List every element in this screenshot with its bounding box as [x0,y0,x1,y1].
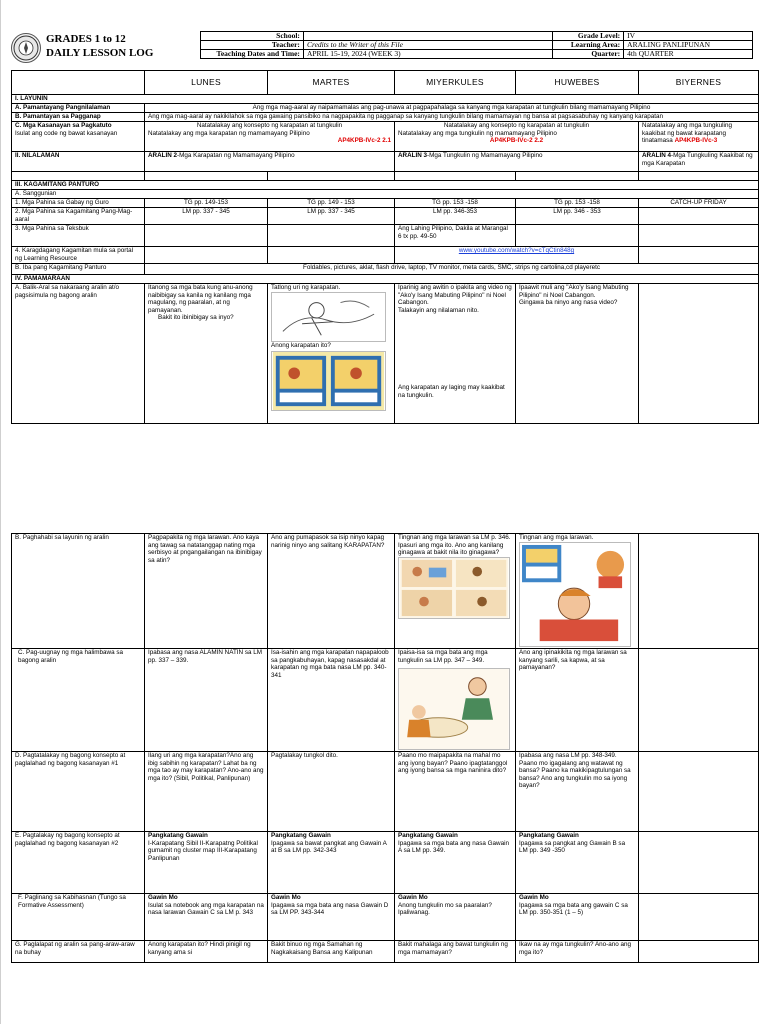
pagtalakay2-2: Ipagawa sa bawat pangkat ang Gawain A at B sa LM pp. 342-343 [271,839,387,855]
teksbuk-label: 3. Mga Pahina sa Teksbuk [12,225,145,247]
pangkatang-gawain-heading: Pangkatang Gawain [148,832,208,839]
learning-area-value: ARALING PANLIPUNAN [624,41,753,50]
lm-huwebes: LM pp. 346 - 353 [516,208,639,225]
teksbuk-biyernes [639,225,759,247]
kasanayan-2-code: AP4KPB-IVc-2 2.2 [489,137,544,145]
lm-lunes: LM pp. 337 - 345 [145,208,268,225]
day-header-miyerkules: MIYERKULES [395,71,516,95]
paglalapat-label: G. Paglalapat ng aralin sa pang-araw-araw na buhay [12,941,145,963]
balik-2: Tatlong uri ng karapatan. [271,284,341,291]
paglalapat-biyernes [639,941,759,963]
title-line-1: GRADES 1 to 12 [46,33,126,45]
aralin-3-bold: ARALIN 3 [398,152,428,159]
family-dinner-illustration [398,668,510,750]
pagtalakay1-miyerkules: Paano mo maipapakita na mahal mo ang iyong bayan? Paano ipagtatanggol ang iyong bansa sa mga naninira dito? [395,752,516,832]
pag-uugnay-3: Ipaisa-isa sa mga bata ang mga tungkulin sa LM pp. 347 – 349. [398,649,488,664]
pagtalakay1-biyernes [639,752,759,832]
pagtalakay1-lunes: Ilang uri ang mga karapatan?Ano ang ibig sabihin ng karapatan? Lahat ba ng mga tao ay may karapatan? Ano-ano ang mga ito? (Sibil, Politikal, Panlipunan) [145,752,268,832]
day-header-biyernes: BIYERNES [639,71,759,95]
paglinang-3: Anong tungkulin mo sa paaralan? Ipaliwanag. [398,901,492,917]
paglalapat-martes: Bakit binuo ng mga Samahan ng Nagkakaisang Bansa ang Kalipunan [268,941,395,963]
pag-uugnay-miyerkules [395,649,516,752]
teacher-label: Teacher: [201,41,304,50]
grade-level-label: Grade Level: [553,32,624,41]
pagtalakay2-biyernes [639,832,759,894]
paglinang-martes [268,894,395,941]
kasanayan-lunes-martes [145,122,395,152]
pangkatang-gawain-heading: Pangkatang Gawain [271,832,331,839]
gawin-mo-heading: Gawin Mo [271,894,301,901]
pagtalakay1-martes: Pagtalakay tungkol dito. [268,752,395,832]
paglinang-lunes [145,894,268,941]
paglalapat-miyerkules: Bakit mahalaga ang bawat tungkulin ng mga mamamayan? [395,941,516,963]
balik-miyerkules [395,284,516,424]
pagtalakay2-label: E. Pagtalakay ng bagong konsepto at paglalahad ng bagong kasanayan #2 [12,832,145,894]
pangkatang-gawain-heading: Pangkatang Gawain [519,832,579,839]
teksbuk-huwebes [516,225,639,247]
paghahabi-miyerkules [395,534,516,649]
school-value [303,32,552,41]
paghahabi-lunes: Pagpapakita ng mga larawan. Ano kaya ang tawag sa natatanggap nating mga serbisyo at pngangailangan na ibinibigay sa atin? [145,534,268,649]
spacer-cell [12,172,145,181]
gabay-miyerkules: TG pp. 153 -158 [395,199,516,208]
spacer-cell [395,172,516,181]
paglinang-1: Isulat sa notebook ang mga karapatan na nasa larawan Gawain C sa LM p. 343 [148,901,264,917]
kasanayan-label: C. Mga Kasanayan sa Pagkatuto [15,122,112,129]
paglinang-label: F. Paglinang sa Kabihasnan (Tungo sa Formative Assessment) [12,894,145,941]
day-header-lunes: LUNES [145,71,268,95]
balik-2b: Anong karapatan ito? [271,341,331,349]
balik-3: Iparinig ang awitin o ipakita ang video ng "Ako'y Isang Mabuting Pilipino" ni Noel Cabangon. [398,284,512,307]
nilalaman-aralin-4 [639,152,759,172]
kasanayan-miyerkules-huwebes [395,122,639,152]
paghahabi-huwebes [516,534,639,649]
pangkatang-gawain-heading: Pangkatang Gawain [398,832,458,839]
lm-miyerkules: LM pp. 346-353 [395,208,516,225]
layunin-heading: I. LAYUNIN [12,95,759,104]
karapatan-posters-illustration [271,351,386,411]
gabay-label: 1. Mga Pahina sa Gabay ng Guro [12,199,145,208]
paglinang-4: Ipagawa sa mga bata ang gawain C sa LM pp. 350-351 (1 – 5) [519,901,628,917]
pagtalakay2-3: Ipagawa sa mga bata ang nasa Gawain A sa LM pp. 349. [398,839,509,855]
teksbuk-martes [268,225,395,247]
spacer-cell [268,172,395,181]
pag-uugnay-huwebes: Ano ang ipinakikita ng mga larawan sa kanyang sarili, sa kapwa, at sa pamayanan? [516,649,639,752]
gabay-huwebes: TG pp. 153 -158 [516,199,639,208]
balik-3c: Ang karapatan ay laging may kaakibat na tungkulin. [398,384,505,399]
aralin-2-text: -Mga Karapatan ng Mamamayang Pilipino [177,152,295,159]
corner-cell [12,71,145,95]
pagtalakay2-huwebes [516,832,639,894]
balik-huwebes [516,284,639,424]
pagtalakay2-4: Ipagawa sa pangkat ang Gawain B sa LM pp. 349 -350 [519,839,626,855]
paglinang-biyernes [639,894,759,941]
karagdagan-martes [268,247,395,264]
nilalaman-aralin-3 [395,152,639,172]
balik-martes [268,284,395,424]
pamamaraan-heading: IV. PAMAMARAAN [12,275,759,284]
gabay-martes: TG pp. 149 - 153 [268,199,395,208]
kasanayan-biyernes [639,122,759,152]
deped-seal-logo [11,33,41,63]
aralin-4-text: -Mga Tungkuling Kaakibat ng mga Karapatan [642,152,753,167]
pagtalakay1-label: D. Pagtatalakay ng bagong konsepto at paglalahad ng bagong kasanayan #1 [12,752,145,832]
aralin-3-text: -Mga Tungkulin ng Mamamayang Pilipino [427,152,543,159]
paglalapat-lunes: Anong karapatan ito? Hindi pinigil ng kanyang ama si [145,941,268,963]
kasanayan-sub: Isulat ang code ng bawat kasanayan [15,129,118,137]
balik-4: Ipaawit muli ang "Ako'y Isang Mabuting Pilipino" ni Noel Cabangon. [519,284,629,299]
pag-uugnay-lunes: Ipabasa ang nasa ALAMIN NATIN sa LM pp. 337 – 339. [145,649,268,752]
kasanayan-1b: Natatalakay ang mga karapatan ng mamamayang Pilipino [148,129,310,137]
pag-uugnay-label: C. Pag-uugnay ng mga halimbawa sa bagong aralin [12,649,145,752]
lesson-log-table-page1 [11,70,759,424]
gawin-mo-heading: Gawin Mo [398,894,428,901]
gawin-mo-heading: Gawin Mo [519,894,549,901]
paghahabi-4: Tingnan ang mga larawan. [519,534,594,541]
paghahabi-martes: Ano ang pumapasok sa isip ninyo kapag narinig ninyo ang salitang KARAPATAN? [268,534,395,649]
gabay-biyernes: CATCH-UP FRIDAY [639,199,759,208]
student-and-poster-illustration [519,542,631,647]
paglalapat-huwebes: Ikaw na ay mga tungkulin? Ano-ano ang mga ito? [516,941,639,963]
karagdagan-link-cell [395,247,639,264]
balik-1: Itanong sa mga bata kung anu-anong naibibigay sa kanila ng kanilang mga magulang, ng paaralan, at ng pamayanan. [148,284,253,314]
spacer-cell [639,172,759,181]
teksbuk-lunes [145,225,268,247]
quarter-value: 4th QUARTER [624,50,753,59]
gawin-mo-heading: Gawin Mo [148,894,178,901]
aralin-4-bold: ARALIN 4 [642,152,672,159]
paglinang-2: Ipagawa sa mga bata ang nasa Gawain D sa LM PP. 343-344 [271,901,389,917]
kasanayan-3-code: AP4KPB-IVc-3 [674,137,718,145]
balik-biyernes [639,284,759,424]
aralin-2-bold: ARALIN 2 [148,152,178,159]
sanggunian-label: A. Sanggunian [12,190,759,199]
balik-1b: Bakit ito ibinibigay sa inyo? [158,314,234,322]
pangnilalaman-text: Ang mga mag-aaral ay naipamamalas ang pag-unawa at pagpapahalaga sa kanyang mga karapatan at tungkulin bilang mamamayang Pilipino [145,104,759,113]
spacer-cell [145,172,268,181]
child-sketch-illustration [271,292,386,342]
header-info-table [200,31,753,59]
nilalaman-label: II. NILALAMAN [12,152,145,172]
spacer-cell [516,172,639,181]
dates-label: Teaching Dates and Time: [201,50,304,59]
pagtalakay2-1: I-Karapatang Sibil II-Karapatng Politikal gumamit ng cluster map III-Karapatang Panlipunan [148,839,258,862]
karagdagan-label: 4. Karagdagang Kagamitan mula sa portal ng Learning Resource [12,247,145,264]
paghahabi-biyernes [639,534,759,649]
balik-3b: Talakayin ang nilalaman nito. [398,306,479,314]
iba-text: Foldables, pictures, aklat, flash drive, laptop, TV monitor, meta cards, SMC, strips ng cartolina,cd playeretc [145,264,759,275]
dates-value: APRIL 15-19, 2024 (WEEK 3) [303,50,552,59]
children-activities-illustration [398,557,510,619]
paghahabi-label: B. Paghahabi sa layunin ng aralin [12,534,145,649]
paghahabi-3: Tingnan ang mga larawan sa LM p. 346. Ipasuri ang mga ito. Ano ang kanilang ginagawa at bakit nila ito ginagawa? [398,534,511,557]
kasanayan-label-cell [12,122,145,152]
lm-label: 2. Mga Pahina sa Kagamitang Pang-Mag-aaral [12,208,145,225]
lm-martes: LM pp. 337 - 345 [268,208,395,225]
kasanayan-1a: Natatalakay ang konsepto ng karapatan at tungkulin [196,122,343,129]
quarter-label: Quarter: [553,50,624,59]
pagtalakay2-miyerkules [395,832,516,894]
karagdagan-lunes [145,247,268,264]
pagtalakay1-huwebes: Ipabasa ang nasa LM pp. 348-349. Paano mo igagalang ang watawat ng bansa? Paano ka makikipagtulungan sa bansa? Ano ang tungkulin mo sa iyong bayan? [516,752,639,832]
nilalaman-aralin-2 [145,152,395,172]
iba-label: B. Iba pang Kagamitang Panturo [12,264,145,275]
pagganap-label: B. Pamantayan sa Pagganap [12,113,145,122]
karagdagan-biyernes [639,247,759,264]
title-line-2: DAILY LESSON LOG [46,47,154,59]
school-label: School: [201,32,304,41]
learning-area-label: Learning Area: [553,41,624,50]
lm-biyernes [639,208,759,225]
balik-lunes [145,284,268,424]
day-header-martes: MARTES [268,71,395,95]
pagganap-text: Ang mga mag-aaral ay nakikilahok sa mga gawaing pansibiko na nagpapakita ng pagganap sa kanyang tungkulin bilang mamamayan ng bansa at pagsasabuhay ng kanyang karapatan [145,113,759,122]
balik-label: A. Balik-Aral sa nakaraang aralin at/o pagsisimula ng bagong aralin [12,284,145,424]
paglinang-miyerkules [395,894,516,941]
pangnilalaman-label: A. Pamantayang Pangnilalaman [12,104,145,113]
kasanayan-1-code: AP4KPB-IVc-2 2.1 [337,137,391,145]
paglinang-huwebes [516,894,639,941]
kasanayan-2a: Natatalakay ang konsepto ng karapatan at tungkulin [443,122,590,129]
lesson-log-table-page2 [11,533,759,963]
pagtalakay2-martes [268,832,395,894]
pagtalakay2-lunes [145,832,268,894]
day-header-huwebes: HUWEBES [516,71,639,95]
pag-uugnay-martes: Isa-isahin ang mga karapatan napapaloob sa pangkabuhayan, kapag nasasakdal at karapatan ng mga bata nasa LM pp. 340-341 [268,649,395,752]
teacher-value: Credits to the Writer of this File [303,41,552,50]
teksbuk-miyerkules: Ang Lahing Pilipino, Dakila at Marangal 6 tx pp. 49-50 [395,225,516,247]
kasanayan-2b: Natatalakay ang mga tungkulin ng mamamayang Pilipino [398,129,557,137]
pag-uugnay-biyernes [639,649,759,752]
gabay-lunes: TG pp. 149-153 [145,199,268,208]
kasanayan-3: Natatalakay ang mga tungkuling kaakibat ng bawat karapatang tinatamasa [642,122,732,145]
balik-4b: Gingawa ba ninyo ang nasa video? [519,299,618,307]
grade-level-value: IV [624,32,753,41]
youtube-link[interactable]: www.youtube.com/watch?v=cTqCtin848g [458,247,575,254]
kagamitan-heading: III. KAGAMITANG PANTURO [12,181,759,190]
